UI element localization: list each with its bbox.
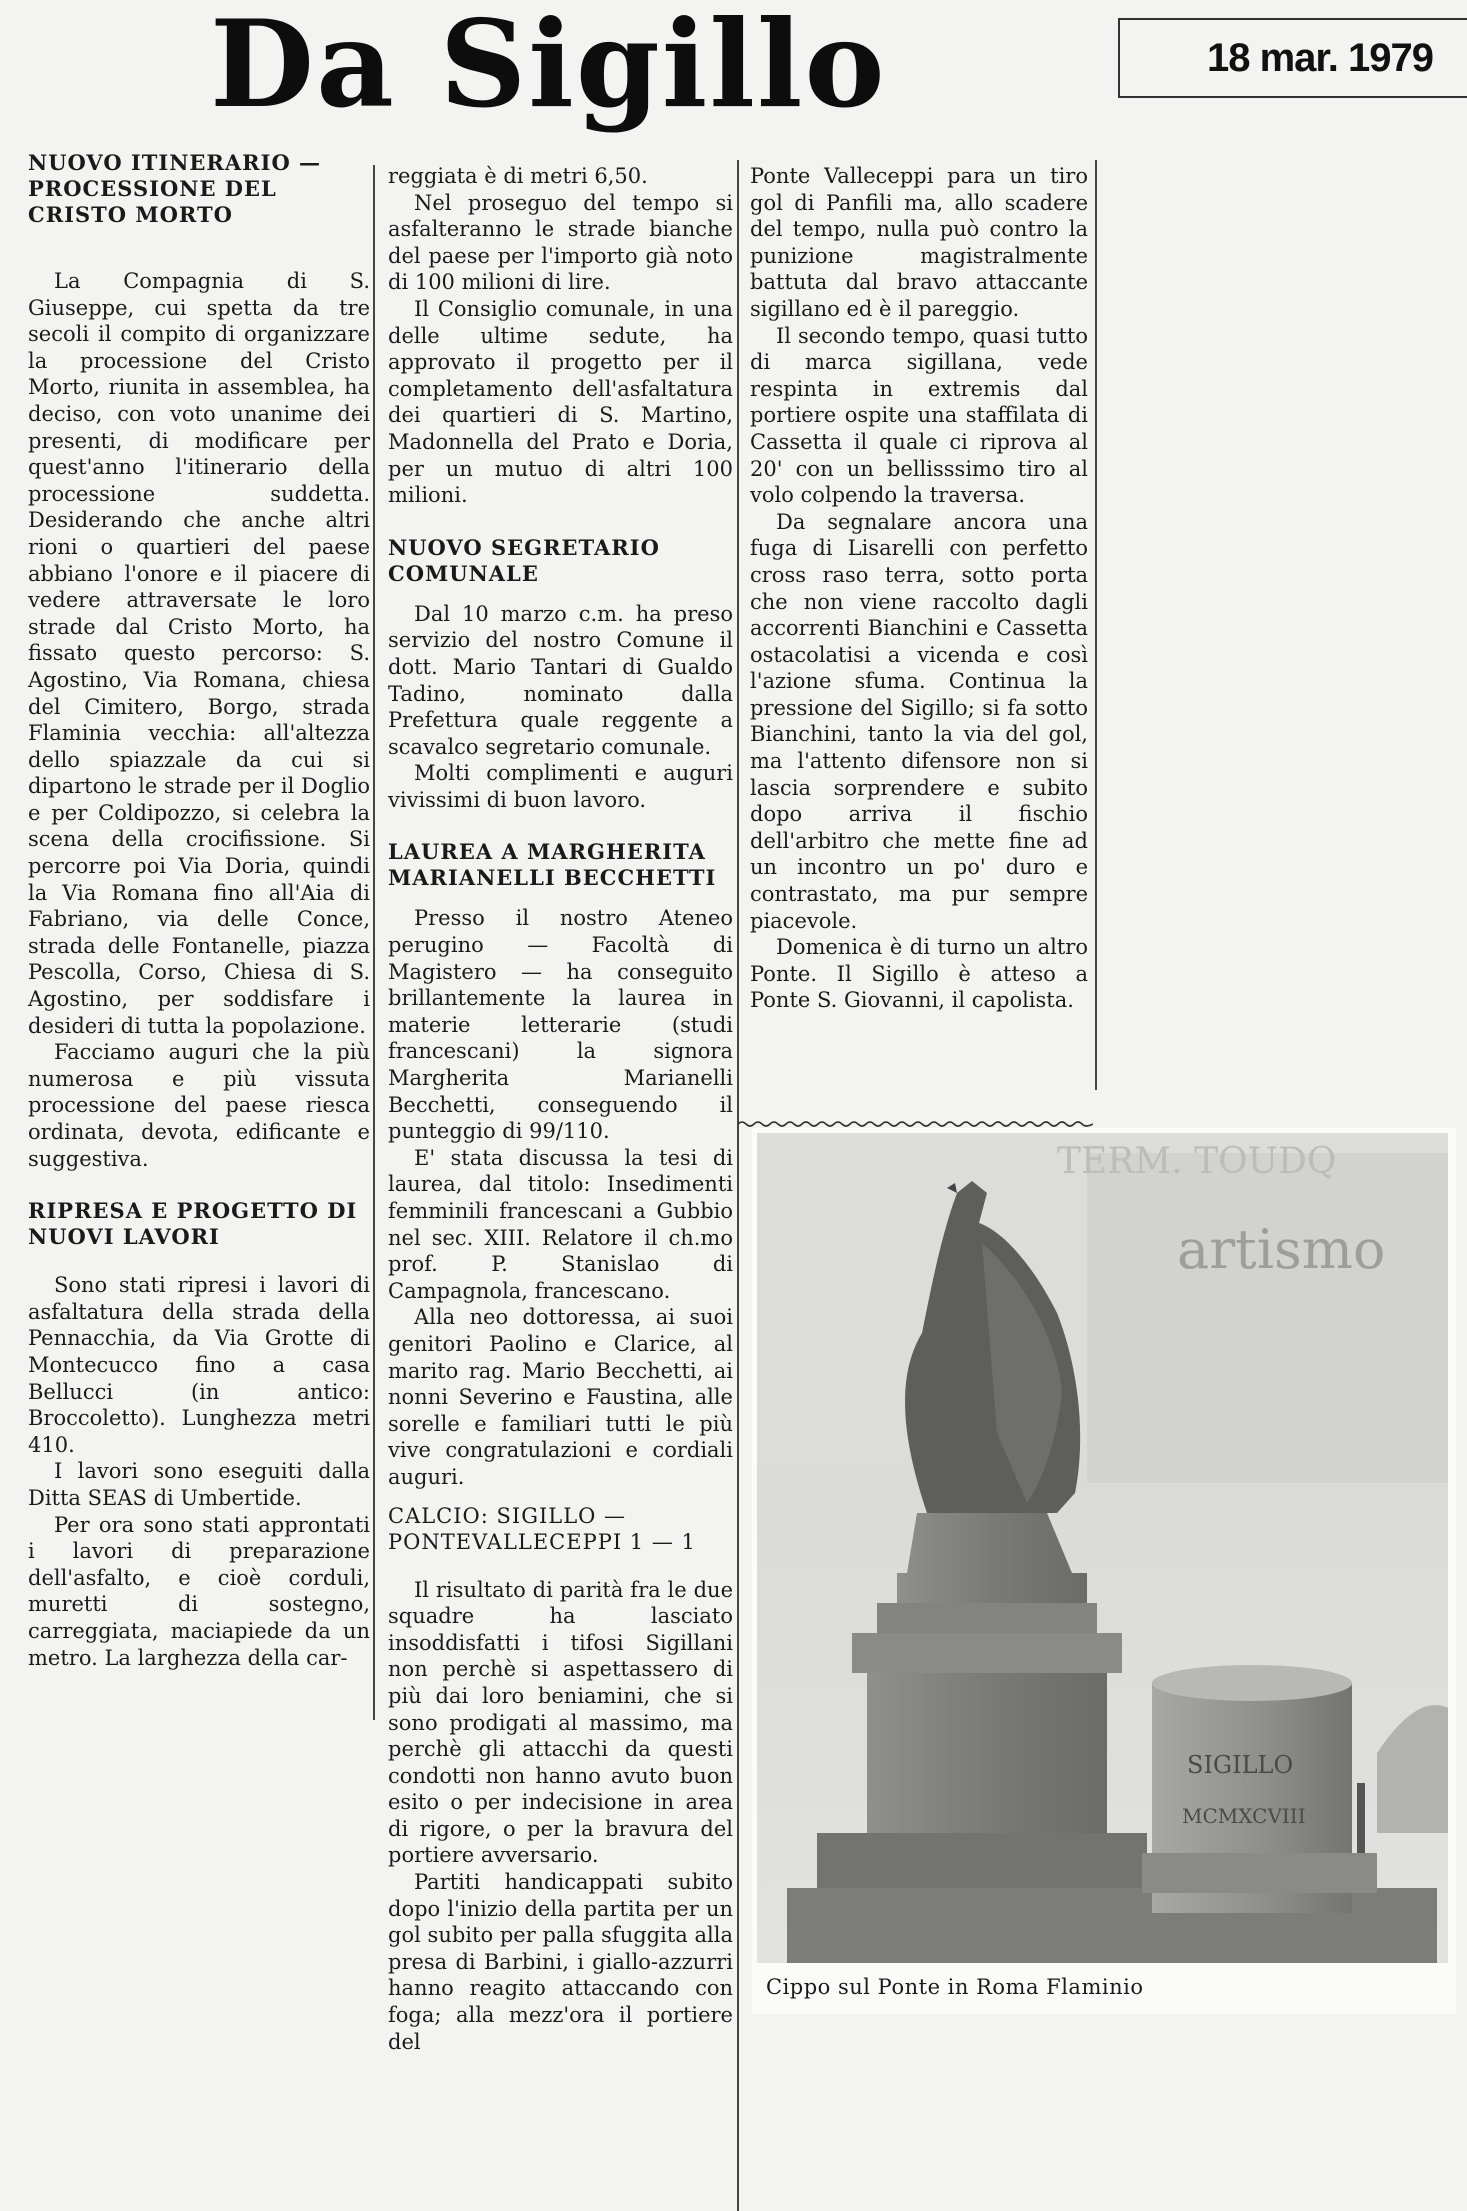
article-paragraph: Nel proseguo del tempo si asfalteranno le strade bianche del paese per l'importo già noto di 100 milioni di lire. [388, 190, 733, 295]
headline-secretary: NUOVO SEGRETARIO COMUNALE [388, 534, 660, 586]
column-2 [388, 163, 733, 2055]
article-paragraph: Per ora sono stati approntati i lavori di preparazione dell'asfalto, e cioè corduli, muretti di sostegno, carreggiata, maciapiede da un metro. La larghezza della car- [28, 1512, 370, 1670]
article-paragraph: E' stata discussa la tesi di laurea, dal titolo: Insedimenti femminili francescani a Gubbio nel sec. XIII. Relatore il ch.mo prof. P. Stanislao di Campagnola, francescano. [388, 1145, 733, 1303]
svg-text:artismo: artismo [1177, 1218, 1386, 1281]
article-paragraph: Alla neo dottoressa, ai suoi genitori Paolino e Clarice, al marito rag. Mario Becchetti, ai nonni Severino e Faustina, alle sorelle e familiari tutti le più vive congratulazioni e cordiali auguri. [388, 1305, 733, 1489]
article-paragraph: La Compagnia di S. Giuseppe, cui spetta da tre secoli il compito di organizzare la processione del Cristo Morto, riunita in assemblea, ha deciso, con voto unanime dei presenti, di modificare per quest'anno l'itinerario della processione suddetta. Desiderando che anche altri rioni o quartieri del paese abbiano l'onore e il piacere di vedere attraversate le loro strade dal Cristo Morto, ha fissato questo percorso: S. Agostino, Via Romana, chiesa del Cimitero, Borgo, strada Flaminia vecchia: all'altezza dello spiazzale da cui si dipartono le strade per il Doglio e per Coldipozzo, si celebra la scena della crocifissione. Si percorre poi Via Doria, quindi la Via Romana fino all'Aia di Fabriano, via delle Conce, strada delle Fontanelle, piazza Pescolla, Corso, Chiesa di S. Agostino, per soddisfare i desideri di tutta la popolazione. [28, 269, 370, 1038]
drum-inscription-1: SIGILLO [1187, 1751, 1294, 1779]
wavy-divider [738, 1120, 1093, 1128]
article-paragraph: Il risultato di parità fra le due squadre ha lasciato insoddisfatti i tifosi Sigillani non perchè si aspettassero di più dai loro beniamini, che si sono prodigati al massimo, ma perchè gli attacchi da questi condotti non hanno avuto buon esito o per indecisione in area di rigore, o per la bravura del portiere avversario. [388, 1577, 733, 1868]
column-1 [28, 150, 370, 1671]
drum-inscription-2: MCMXCVIII [1182, 1804, 1306, 1828]
date-stamp [1118, 18, 1467, 98]
column-divider [737, 160, 739, 2211]
article-paragraph: I lavori sono eseguiti dalla Ditta SEAS di Umbertide. [28, 1459, 370, 1510]
headline-football: CALCIO: SIGILLO — PONTEVALLECEPPI 1 — 1 [388, 1503, 696, 1554]
masthead-title: Da Sigillo [210, 0, 887, 135]
headline-degree: LAUREA A MARGHERITA MARIANELLI BECCHETTI [388, 839, 717, 891]
monument-photo [757, 1133, 1448, 1963]
photo-caption: Cippo sul Ponte in Roma Flaminio [766, 1975, 1144, 1999]
article-paragraph: Da segnalare ancora una fuga di Lisarelli con perfetto cross raso terra, sotto porta che non viene raccolto dagli accorrenti Bianchini e Cassetta ostacolatisi a vicenda e così l'azione sfuma. Continua la pressione del Sigillo; si fa sotto Bianchini, tanto la via del gol, ma l'attento difensore non si lascia sorprendere e subito dopo arriva il fischio dell'arbitro che mette fine ad un incontro un po' duro e contrastato, ma pur sempre piacevole. [750, 509, 1088, 933]
article-paragraph: Il Consiglio comunale, in una delle ultime sedute, ha approvato il progetto per il completamento dell'asfaltatura dei quartieri di S. Martino, Madonnella del Prato e Doria, per un mutuo di altri 100 milioni. [388, 296, 733, 508]
article-paragraph: Partiti handicappati subito dopo l'inizio della partita per un gol subito per palla sfuggita alla presa di Barbini, i giallo-azzurri hanno reagito attaccando con foga; alla mezz'ora il portiere del [388, 1870, 733, 2054]
headline-procession: NUOVO ITINERARIO — PROCESSIONE DEL CRISTO MORTO [28, 150, 322, 227]
article-paragraph: Molti complimenti e auguri vivissimi di buon lavoro. [388, 761, 733, 812]
svg-text:TERM. TOUDQ: TERM. TOUDQ [1057, 1141, 1337, 1182]
article-paragraph: Il secondo tempo, quasi tutto di marca sigillana, vede respinta in extremis dal portiere ospite una staffilata di Cassetta il quale ci riprova al 20' con un bellisssimo tiro al volo colpendo la traversa. [750, 323, 1088, 508]
column-divider [1095, 160, 1097, 1090]
article-paragraph: Facciamo auguri che la più numerosa e più vissuta processione del paese riesca ordinata, devota, edificante e suggestiva. [28, 1040, 370, 1171]
article-paragraph: reggiata è di metri 6,50. [388, 164, 648, 188]
column-divider [373, 165, 375, 1720]
article-paragraph: Sono stati ripresi i lavori di asfaltatura della strada della Pennacchia, da Via Grotte di Montecucco fino a casa Bellucci (in antico: Broccoletto). Lunghezza metri 410. [28, 1273, 370, 1457]
article-paragraph: Domenica è di turno un altro Ponte. Il Sigillo è atteso a Ponte S. Giovanni, il capolista. [750, 935, 1088, 1013]
headline-works: RIPRESA E PROGETTO DI NUOVI LAVORI [28, 1198, 358, 1250]
monument-illustration [757, 1133, 1448, 1963]
article-paragraph: Presso il nostro Ateneo perugino — Facoltà di Magistero — ha conseguito brillantemente la laurea in materie letterarie (studi francescani) la signora Margherita Marianelli Becchetti, conseguendo il punteggio di 99/110. [388, 906, 733, 1144]
column-3 [750, 163, 1088, 1014]
date-text: 18 mar. 1979 [1207, 35, 1433, 80]
article-paragraph: Ponte Valleceppi para un tiro gol di Panfili ma, allo scadere del tempo, nulla può contro la punizione magistralmente battuta dal bravo attaccante sigillano ed è il pareggio. [750, 164, 1088, 321]
article-paragraph: Dal 10 marzo c.m. ha preso servizio del nostro Comune il dott. Mario Tantari di Gualdo Tadino, nominato dalla Prefettura quale reggente a scavalco segretario comunale. [388, 601, 733, 759]
